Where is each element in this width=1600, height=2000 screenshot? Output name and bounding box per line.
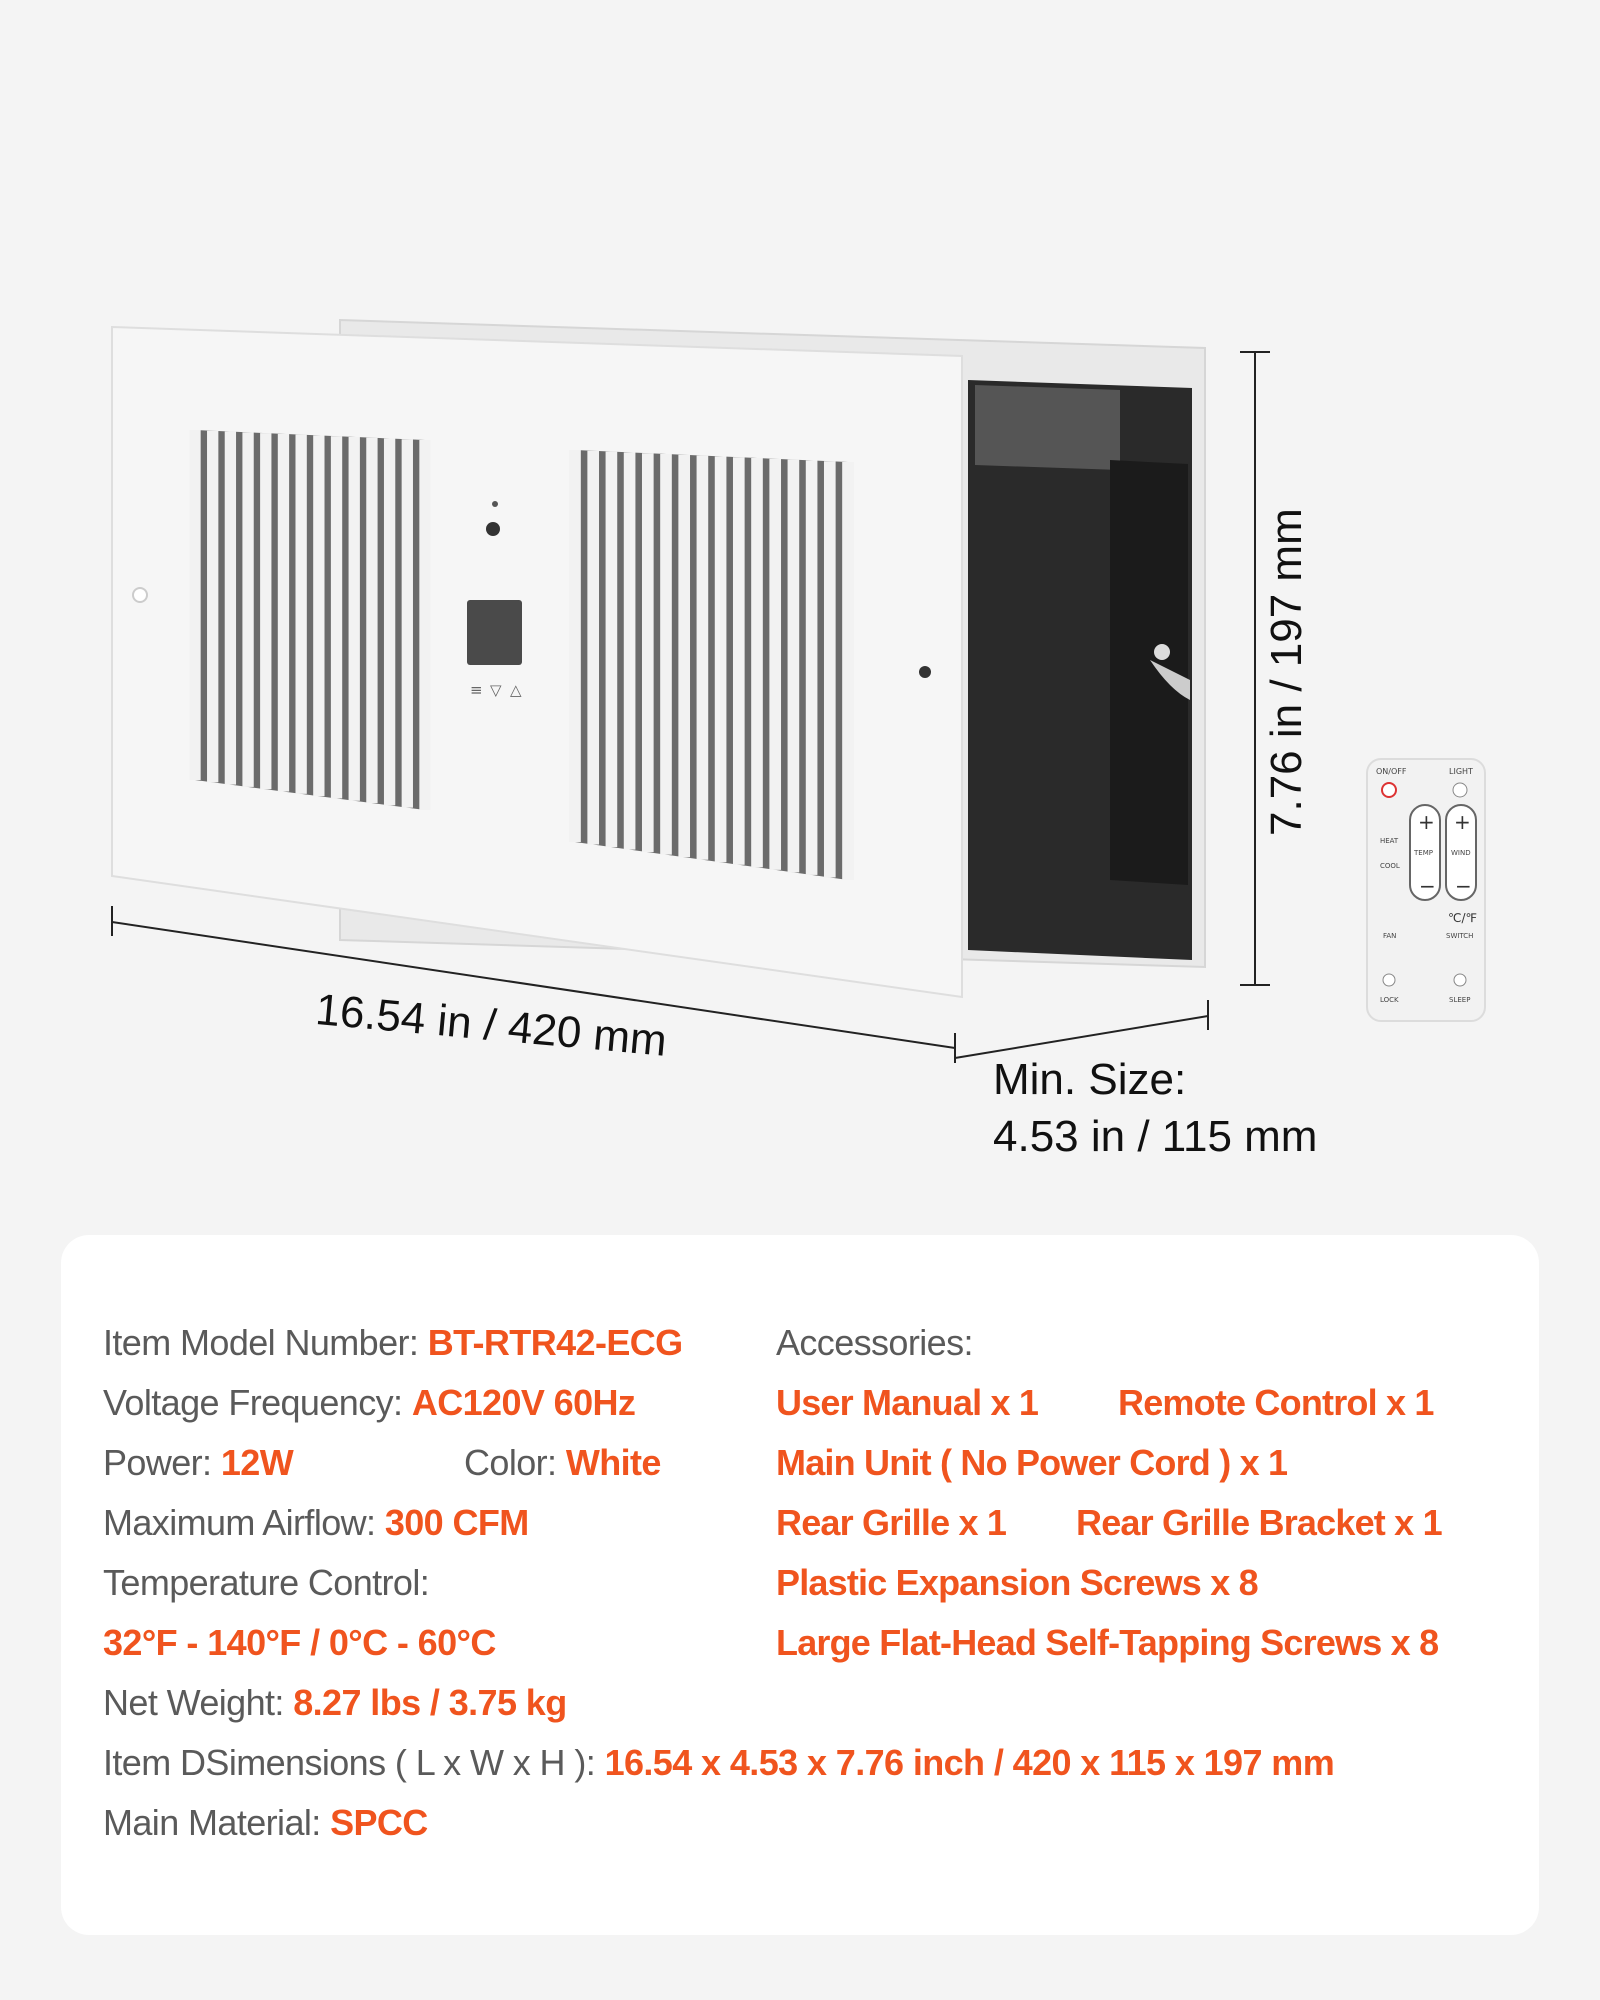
accessory-item: Rear Grille Bracket x 1: [1076, 1502, 1442, 1543]
svg-text:+: +: [1454, 810, 1471, 834]
dimensions-value: 16.54 x 4.53 x 7.76 inch / 420 x 115 x 197 mm: [604, 1742, 1335, 1783]
remote-temp-label: TEMP: [1414, 849, 1433, 857]
remote-control: [1367, 759, 1485, 1021]
spec-model: Item Model Number: BT-RTR42-ECG: [103, 1322, 683, 1363]
remote-cool-label: COOL: [1380, 862, 1400, 870]
vent-slat: [788, 460, 800, 873]
vent-slat: [260, 433, 271, 789]
color-value: White: [565, 1442, 661, 1483]
remote-lock-label: LOCK: [1380, 996, 1399, 1004]
spec-temp-range: [103, 1622, 496, 1664]
height-dimension: 7.76 in / 197 mm: [1262, 508, 1311, 836]
vent-slat: [624, 452, 636, 849]
left-vent: [189, 430, 430, 810]
remote-on-off-label: ON/OFF: [1376, 767, 1407, 776]
indicator-light: [492, 501, 498, 507]
vent-slat: [366, 438, 377, 803]
accessory-item: Large Flat-Head Self-Tapping Screws x 8: [776, 1622, 1439, 1663]
vent-slat: [751, 458, 763, 867]
spec-weight: Net Weight: 8.27 lbs / 3.75 kg: [103, 1682, 567, 1723]
vent-slat: [660, 454, 672, 855]
vent-slat: [769, 459, 781, 870]
power-value: 12W: [220, 1442, 294, 1483]
vent-slat: [842, 462, 854, 880]
spec-card: [61, 1235, 1539, 1935]
vent-slat: [642, 453, 654, 852]
vent-slat: [402, 439, 413, 807]
front-grille-plate: [112, 327, 962, 997]
min-size-label: Min. Size:: [993, 1055, 1187, 1104]
accessories-title: Accessories:: [776, 1322, 973, 1363]
spec-temp-control: Temperature Control:: [103, 1562, 430, 1603]
menu-button[interactable]: ≡: [470, 681, 483, 699]
remote-light-button[interactable]: [1453, 783, 1467, 797]
spec-voltage: Voltage Frequency: AC120V 60Hz: [103, 1382, 636, 1423]
vent-slat: [189, 430, 200, 780]
spec-material: Main Material: SPCC: [103, 1802, 428, 1843]
screw-hole-right: [919, 666, 931, 678]
vent-slat: [225, 432, 236, 785]
vent-slat: [207, 431, 218, 783]
right-vent: [569, 450, 854, 880]
model-value: BT-RTR42-ECG: [427, 1322, 683, 1363]
spec-color: Color: White: [464, 1442, 661, 1483]
accessory-item: Plastic Expansion Screws x 8: [776, 1562, 1258, 1603]
vent-slat: [587, 451, 599, 845]
spec-power: Power: 12W: [103, 1442, 294, 1483]
remote-sleep-label: SLEEP: [1449, 996, 1471, 1004]
remote-power-button[interactable]: [1382, 783, 1396, 797]
down-button[interactable]: ▽: [490, 681, 502, 699]
remote-light-label: LIGHT: [1449, 767, 1473, 776]
svg-text:+: +: [1418, 810, 1435, 834]
vent-slat: [295, 435, 306, 794]
vent-slat: [419, 440, 430, 810]
min-size-value: 4.53 in / 115 mm: [993, 1112, 1318, 1161]
remote-switch-label: SWITCH: [1446, 932, 1474, 940]
vent-slat: [697, 456, 709, 860]
remote-sleep-button[interactable]: [1454, 974, 1466, 986]
weight-value: 8.27 lbs / 3.75 kg: [293, 1682, 567, 1723]
vent-slat: [606, 452, 618, 847]
vent-slat: [278, 434, 289, 792]
remote-fan-label: FAN: [1383, 932, 1397, 940]
svg-text:−: −: [1455, 874, 1472, 898]
svg-text:−: −: [1419, 874, 1436, 898]
display-screen: [467, 600, 522, 665]
vent-slat: [349, 437, 360, 801]
vent-slat: [678, 455, 690, 857]
voltage-value: AC120V 60Hz: [411, 1382, 636, 1423]
temp-range-value: 32°F - 140°F / 0°C - 60°C: [103, 1622, 496, 1663]
vent-slat: [733, 457, 745, 865]
ir-sensor: [486, 522, 500, 536]
remote-lock-button[interactable]: [1383, 974, 1395, 986]
remote-wind-label: WIND: [1451, 849, 1471, 857]
airflow-value: 300 CFM: [384, 1502, 529, 1543]
vent-slat: [242, 432, 253, 787]
vent-slat: [313, 435, 324, 796]
screw-hole-left: [133, 588, 147, 602]
spec-airflow: Maximum Airflow: 300 CFM: [103, 1502, 529, 1543]
accessory-item: Rear Grille x 1: [776, 1502, 1007, 1543]
accessory-item: Main Unit ( No Power Cord ) x 1: [776, 1442, 1288, 1483]
length-dimension: 16.54 in / 420 mm: [313, 985, 669, 1066]
spec-dimensions: Item DSimensions ( L x W x H ): 16.54 x 4.53 x 7.76 inch / 420 x 115 x 197 mm: [103, 1742, 1335, 1783]
material-value: SPCC: [330, 1802, 428, 1843]
vent-slat: [824, 461, 836, 877]
remote-heat-label: HEAT: [1380, 837, 1399, 845]
remote-unit-toggle[interactable]: ℃/℉: [1448, 911, 1477, 925]
vent-slat: [569, 450, 581, 842]
vent-slat: [715, 456, 727, 862]
up-button[interactable]: △: [510, 681, 522, 699]
vent-slat: [806, 460, 818, 875]
vent-slat: [331, 436, 342, 798]
accessory-item: Remote Control x 1: [1118, 1382, 1434, 1423]
vent-slat: [384, 438, 395, 805]
accessory-item: User Manual x 1: [776, 1382, 1039, 1423]
